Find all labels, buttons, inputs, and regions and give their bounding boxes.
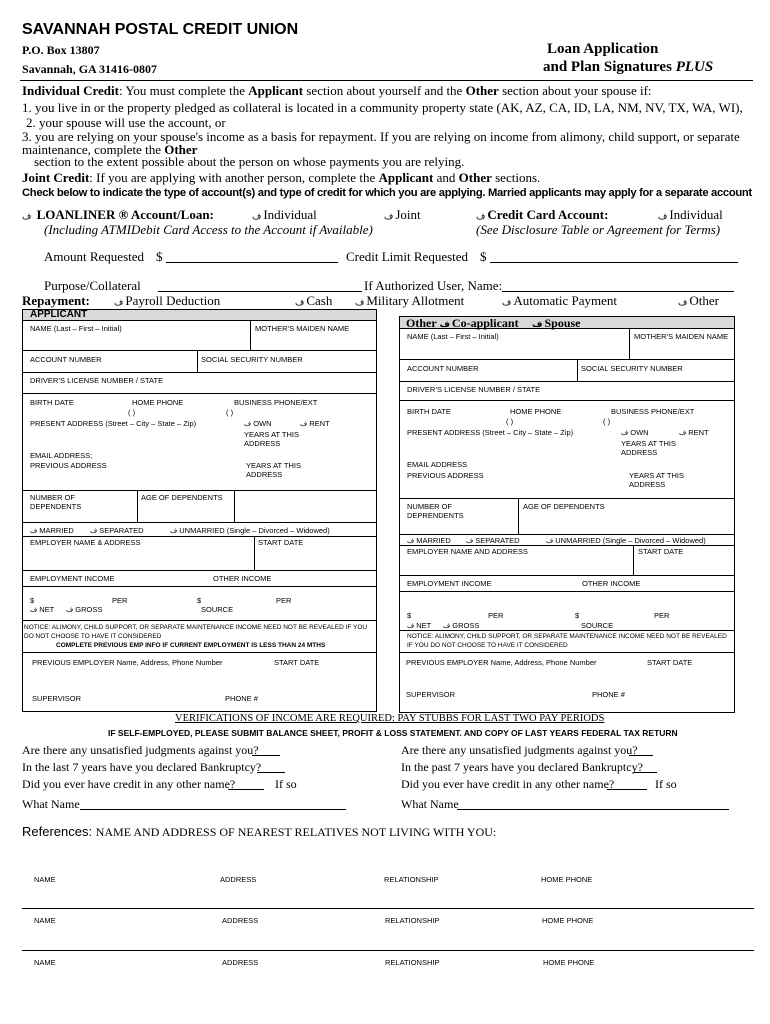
applicant-emp-income-label: EMPLOYMENT INCOME	[30, 574, 115, 583]
applicant-business-phone-field[interactable]: BUSINESS PHONE/EXT	[234, 398, 318, 407]
judgments-answer-right[interactable]	[629, 755, 653, 756]
intro-line4: maintenance, complete the Other	[22, 142, 198, 157]
amount-requested-field[interactable]	[166, 262, 338, 263]
other-other-income-per[interactable]: PER	[654, 611, 670, 620]
applicant-dl-field[interactable]: DRIVER’S LICENSE NUMBER / STATE	[30, 376, 164, 385]
applicant-birth-field[interactable]: BIRTH DATE	[30, 398, 74, 407]
joint-credit-text: Joint Credit: If you are applying with another person, complete the Applicant and Other sections.	[22, 170, 541, 185]
amount-requested-label: Amount Requested	[44, 249, 145, 264]
bankruptcy-answer-left[interactable]	[257, 772, 285, 773]
other-name-answer-left[interactable]	[228, 789, 264, 790]
other-source-field[interactable]: SOURCE	[581, 621, 614, 630]
other-header: Other ف Co-applicant	[406, 316, 519, 330]
reference-3-phone[interactable]: HOME PHONE	[543, 958, 595, 967]
checkbox-icon: ف	[90, 527, 98, 535]
applicant-age-dependents[interactable]: AGE OF DEPENDENTS	[141, 493, 223, 502]
checkbox-icon: ف	[114, 298, 124, 308]
reference-1-address[interactable]: ADDRESS	[220, 875, 257, 884]
applicant-other-income-per[interactable]: PER	[276, 596, 292, 605]
other-start-date-field[interactable]: START DATE	[638, 547, 684, 556]
reference-divider	[22, 950, 754, 951]
checkbox-icon: ف	[384, 212, 394, 222]
atm-note: (Including ATMIDebit Card Access to the Account if Available)	[44, 222, 373, 237]
other-separated-option[interactable]: ف SEPARATED	[466, 536, 520, 545]
other-home-phone-field[interactable]: HOME PHONE	[510, 407, 562, 416]
applicant-previous-address-field[interactable]: PREVIOUS ADDRESS	[30, 461, 107, 470]
reference-2-name[interactable]: NAME	[34, 916, 56, 925]
reference-3-relationship[interactable]: RELATIONSHIP	[385, 958, 440, 967]
other-ssn-field[interactable]: SOCIAL SECURITY NUMBER	[581, 364, 683, 373]
checkbox-icon: ف	[295, 298, 305, 308]
reference-divider	[22, 908, 754, 909]
reference-3-name[interactable]: NAME	[34, 958, 56, 967]
applicant-prev-start-date[interactable]: START DATE	[274, 658, 320, 667]
judgments-question-right: Are there any unsatisfied judgments against you?	[401, 743, 638, 757]
other-married-option[interactable]: ف MARRIED	[407, 536, 451, 545]
references-title: References: NAME AND ADDRESS OF NEAREST RELATIVES NOT LIVING WITH YOU:	[22, 824, 497, 839]
applicant-account-field[interactable]: ACCOUNT NUMBER	[30, 355, 102, 364]
loanliner-joint-option[interactable]: ف Joint	[384, 207, 421, 222]
what-name-field-right[interactable]	[457, 809, 729, 810]
checkbox-icon: ف	[355, 298, 365, 308]
checkbox-icon: ف	[407, 537, 415, 545]
purpose-field[interactable]	[158, 291, 362, 292]
reference-1-phone[interactable]: HOME PHONE	[541, 875, 593, 884]
repayment-payroll[interactable]: ف Payroll Deduction	[114, 293, 221, 308]
other-prev-years-at-address[interactable]: YEARS AT THIS ADDRESS	[629, 471, 685, 489]
repayment-other[interactable]: ف Other	[678, 293, 719, 308]
other-own-option[interactable]: ف OWN	[621, 428, 649, 437]
repayment-label: Repayment:	[22, 293, 90, 308]
loanliner-individual-option[interactable]: ف Individual	[252, 207, 317, 222]
judgments-question-left: Are there any unsatisfied judgments against you?	[22, 743, 259, 757]
other-emp-income-label: EMPLOYMENT INCOME	[407, 579, 492, 588]
checkbox-icon: ف	[300, 420, 308, 428]
other-email-field[interactable]: EMAIL ADDRESS	[407, 460, 468, 469]
applicant-start-date-field[interactable]: START DATE	[258, 538, 304, 547]
loanliner-option[interactable]: ف LOANLINER ® Account/Loan:	[22, 207, 214, 222]
credit-limit-dollar: $	[480, 249, 487, 264]
applicant-prev-years-at-address[interactable]: YEARS AT THIS ADDRESS	[246, 461, 302, 479]
applicant-gross-option[interactable]: ف GROSS	[66, 605, 103, 614]
applicant-header: APPLICANT	[30, 309, 88, 320]
org-address-line1: P.O. Box 13807	[22, 43, 100, 57]
self-employed-note: IF SELF-EMPLOYED, PLEASE SUBMIT BALANCE SHEET, PROFIT & LOSS STATEMENT. AND COPY OF LAST YEARS FEDERAL TAX RETURN	[108, 728, 678, 738]
checkbox-icon: ف	[466, 537, 474, 545]
auth-user-label: If Authorized User, Name:	[364, 278, 503, 293]
credit-limit-label: Credit Limit Requested	[346, 249, 469, 264]
org-address-line2: Savannah, GA 31416-0807	[22, 62, 158, 76]
applicant-net-option[interactable]: ف NET	[30, 605, 55, 614]
credit-card-individual-option[interactable]: ف Individual	[658, 207, 723, 222]
checkbox-icon: ف	[22, 212, 32, 222]
other-unmarried-option[interactable]: ف UNMARRIED (Single – Divorced – Widowed)	[546, 536, 706, 545]
header-divider	[20, 80, 753, 81]
checkbox-icon: ف	[476, 212, 486, 222]
other-notice: NOTICE: ALIMONY, CHILD SUPPORT, OR SEPARATE MAINTENANCE INCOME NEED NOT BE REVEALED IF YOU DO NOT CHOOSE TO HAVE IT CONSIDERED	[407, 633, 727, 649]
other-account-field[interactable]: ACCOUNT NUMBER	[407, 364, 479, 373]
checkbox-icon: ف	[244, 420, 252, 428]
applicant-own-option[interactable]: ف OWN	[244, 419, 272, 428]
intro-line3: 3. you are relying on your spouse's income as a basis for repayment. If you are relying on income from alimony, child support, or separate	[22, 129, 740, 144]
other-gross-option[interactable]: ف GROSS	[443, 621, 480, 630]
applicant-married-option[interactable]: ف MARRIED	[30, 526, 74, 535]
reference-2-address[interactable]: ADDRESS	[222, 916, 259, 925]
applicant-prev-employer-field[interactable]: PREVIOUS EMPLOYER Name, Address, Phone Number	[32, 658, 223, 667]
other-supervisor-field[interactable]: SUPERVISOR	[406, 690, 456, 699]
spouse-option[interactable]: ف Spouse	[532, 316, 581, 330]
reference-1-relationship[interactable]: RELATIONSHIP	[384, 875, 439, 884]
checkbox-icon: ف	[443, 622, 451, 630]
other-previous-address-field[interactable]: PREVIOUS ADDRESS	[407, 471, 484, 480]
form-title-line1: Loan Application	[547, 41, 659, 57]
other-net-option[interactable]: ف NET	[407, 621, 432, 630]
other-name-question-right: Did you ever have credit in any other name?	[401, 777, 615, 791]
checkbox-icon: ف	[30, 527, 38, 535]
checkbox-icon: ف	[658, 212, 668, 222]
intro-line2: 2. your spouse will use the account, or	[26, 115, 226, 130]
applicant-name-field[interactable]: NAME (Last – First – Initial)	[30, 324, 122, 333]
applicant-rent-option[interactable]: ف RENT	[300, 419, 330, 428]
checkbox-icon: ف	[546, 537, 554, 545]
other-prev-employer-field[interactable]: PREVIOUS EMPLOYER Name, Address, Phone Number	[406, 658, 597, 667]
complete-prev-note: COMPLETE PREVIOUS EMP INFO IF CURRENT EMPLOYMENT IS LESS THAN 24 MTHS	[56, 642, 326, 649]
bankruptcy-question-right: In the past 7 years have you declared Bankruptcy?	[401, 760, 643, 774]
checkbox-icon: ف	[679, 429, 687, 437]
applicant-other-income-label: OTHER INCOME	[213, 574, 272, 583]
other-years-at-address[interactable]: YEARS AT THIS ADDRESS	[621, 439, 677, 457]
applicant-phone-field[interactable]: PHONE #	[225, 694, 258, 703]
other-income-per[interactable]: PER	[488, 611, 504, 620]
applicant-notice: NOTICE: ALIMONY, CHILD SUPPORT, OR SEPARATE MAINTENANCE INCOME NEED NOT BE REVEALED IF YOU DO NOT CHOOSE TO HAVE IT CONSIDERED	[24, 624, 368, 640]
credit-limit-field[interactable]	[490, 262, 738, 263]
form-title-line2: and Plan Signatures PLUS	[543, 59, 714, 75]
checkbox-icon: ف	[252, 212, 262, 222]
what-name-label-right: What Name	[401, 797, 459, 811]
credit-card-option[interactable]: ف Credit Card Account:	[476, 207, 609, 222]
repayment-military[interactable]: ف Military Allotment	[355, 293, 465, 308]
checkbox-icon: ف	[532, 320, 543, 330]
other-present-address-field[interactable]: PRESENT ADDRESS (Street – City – State – Zip)	[407, 428, 574, 437]
reference-2-phone[interactable]: HOME PHONE	[542, 916, 594, 925]
applicant-present-address-field[interactable]: PRESENT ADDRESS (Street – City – State – Zip)	[30, 419, 197, 428]
checkbox-icon: ف	[502, 298, 512, 308]
other-business-phone-field[interactable]: BUSINESS PHONE/EXT	[611, 407, 695, 416]
applicant-income-per[interactable]: PER	[112, 596, 128, 605]
applicant-unmarried-option[interactable]: ف UNMARRIED (Single – Divorced – Widowed)	[170, 526, 330, 535]
other-name-question-left: Did you ever have credit in any other name?	[22, 777, 236, 791]
org-name: SAVANNAH POSTAL CREDIT UNION	[22, 21, 299, 38]
applicant-email-field[interactable]: EMAIL ADDRESS;	[30, 451, 93, 460]
other-dl-field[interactable]: DRIVER’S LICENSE NUMBER / STATE	[407, 385, 541, 394]
checkbox-icon: ف	[30, 606, 38, 614]
disclosure-note: (See Disclosure Table or Agreement for Terms)	[476, 222, 721, 237]
checkbox-icon: ف	[170, 527, 178, 535]
checkbox-icon: ف	[621, 429, 629, 437]
applicant-source-field[interactable]: SOURCE	[201, 605, 234, 614]
intro-line1: 1. you live in or the property pledged as collateral is located in a community property state (AK, AZ, CA, ID, LA, NM, NV, TX, WA, WI),	[22, 100, 743, 115]
repayment-automatic[interactable]: ف Automatic Payment	[502, 293, 617, 308]
applicant-separated-option[interactable]: ف SEPARATED	[90, 526, 144, 535]
applicant-ssn-field[interactable]: SOCIAL SECURITY NUMBER	[201, 355, 303, 364]
intro-line5: section to the extent possible about the person on whose payments you are relying.	[34, 154, 465, 169]
checkbox-icon: ف	[439, 320, 450, 330]
other-maiden-field[interactable]: MOTHER’S MAIDEN NAME	[634, 332, 729, 341]
other-name-answer-right[interactable]	[607, 789, 647, 790]
other-name-field[interactable]: NAME (Last – First – Initial)	[407, 332, 499, 341]
other-num-dependents[interactable]: NUMBER OF DEPRENDENTS	[407, 502, 464, 520]
amount-dollar: $	[156, 249, 163, 264]
applicant-home-phone-field[interactable]: HOME PHONE	[132, 398, 184, 407]
applicant-num-dependents[interactable]: NUMBER OF DEPENDENTS	[30, 493, 82, 511]
bankruptcy-answer-right[interactable]	[633, 772, 657, 773]
purpose-label: Purpose/Collateral	[44, 278, 141, 293]
judgments-answer-left[interactable]	[252, 755, 280, 756]
applicant-maiden-field[interactable]: MOTHER’S MAIDEN NAME	[255, 324, 350, 333]
what-name-label-left: What Name	[22, 797, 80, 811]
other-employer-field[interactable]: EMPLOYER NAME AND ADDRESS	[407, 547, 528, 556]
applicant-supervisor-field[interactable]: SUPERVISOR	[32, 694, 82, 703]
other-rent-option[interactable]: ف RENT	[679, 428, 709, 437]
other-age-dependents[interactable]: AGE OF DEPENDENTS	[523, 502, 605, 511]
other-other-income-label: OTHER INCOME	[582, 579, 641, 588]
checkbox-icon: ف	[407, 622, 415, 630]
auth-user-field[interactable]	[502, 291, 734, 292]
verification-note: VERIFICATIONS OF INCOME ARE REQUIRED: PAY STUBBS FOR LAST TWO PAY PERIODS	[175, 713, 605, 724]
other-prev-start-date[interactable]: START DATE	[647, 658, 693, 667]
reference-2-relationship[interactable]: RELATIONSHIP	[385, 916, 440, 925]
reference-3-address[interactable]: ADDRESS	[222, 958, 259, 967]
applicant-employer-field[interactable]: EMPLOYER NAME & ADDRESS	[30, 538, 141, 547]
reference-1-name[interactable]: NAME	[34, 875, 56, 884]
check-instruction: Check below to indicate the type of account(s) and type of credit for which you are applying. Married applicants may apply for a separate account	[22, 187, 752, 199]
bankruptcy-question-left: In the last 7 years have you declared Bankruptcy?	[22, 760, 262, 774]
checkbox-icon: ف	[66, 606, 74, 614]
other-phone-field[interactable]: PHONE #	[592, 690, 625, 699]
other-birth-field[interactable]: BIRTH DATE	[407, 407, 451, 416]
individual-credit-text: Individual Credit: You must complete the Applicant section about yourself and the Other section about your spouse if:	[22, 83, 652, 98]
what-name-field-left[interactable]	[80, 809, 346, 810]
applicant-years-at-address[interactable]: YEARS AT THIS ADDRESS	[244, 430, 300, 448]
checkbox-icon: ف	[678, 298, 688, 308]
repayment-cash[interactable]: ف Cash	[295, 293, 333, 308]
